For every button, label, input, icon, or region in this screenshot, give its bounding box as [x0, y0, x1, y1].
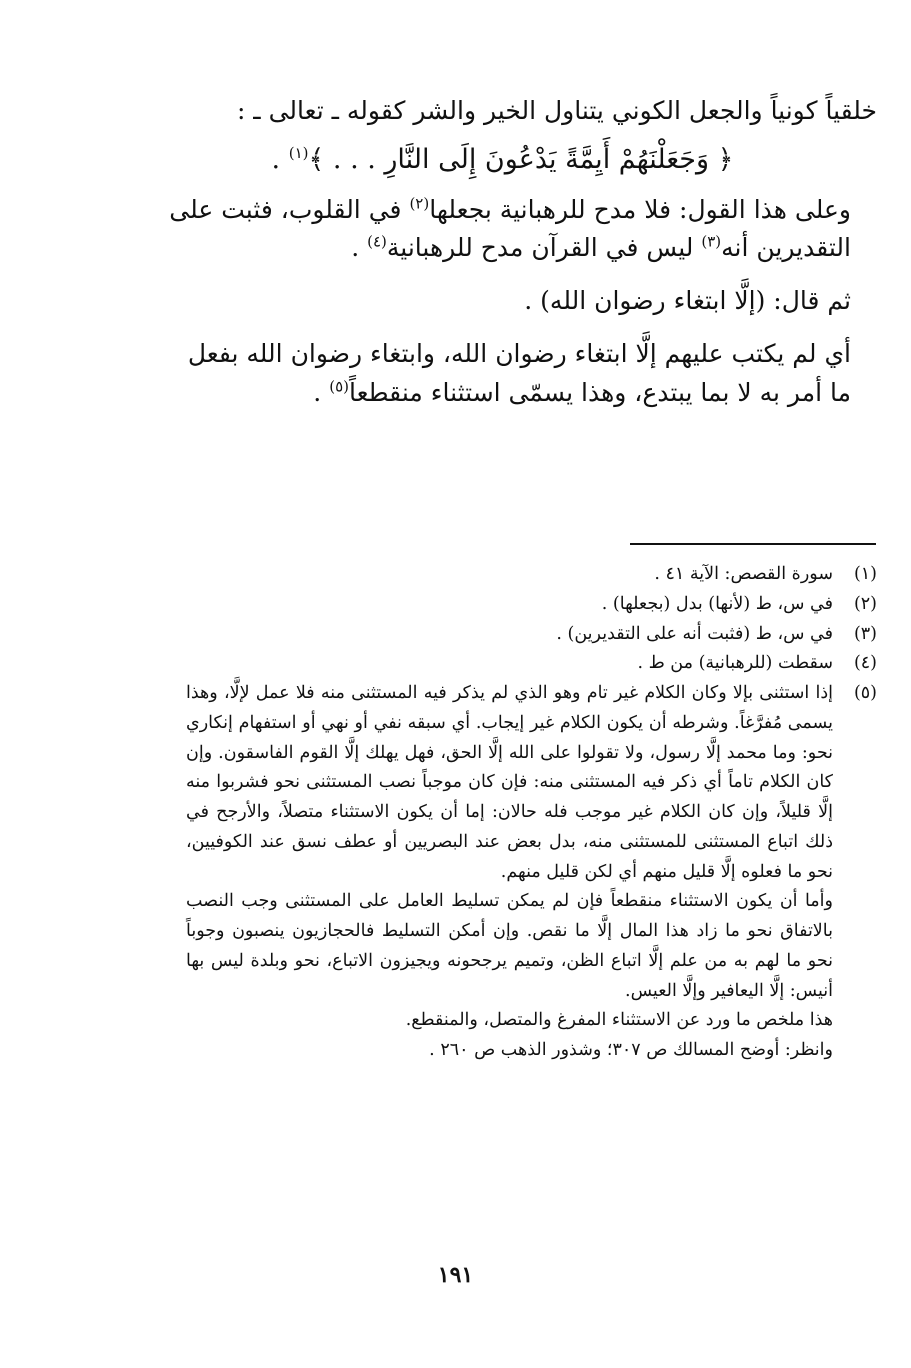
footnotes	[186, 560, 877, 1066]
paragraph-2-part-c: ليس في القرآن مدح للرهبانية	[386, 233, 702, 263]
footnote-5-paragraph-2: وأما أن يكون الاستثناء منقطعاً فإن لم يمكن تسليط العامل على المستثنى وجب النصب بالاتفاق نحو ما زاد هذا المال إلَّا ما نقص. وإن أمكن التسليط فالحجازيون ينصبون وجوباً نحو ما لهم به من علم إلَّا اتباع الظن، وتميم يرجحونه ويجيزون الاتباع، نحو وبلدة ليس بها أنيس: إلَّا اليعافير وإلَّا العيس.	[186, 891, 833, 1001]
footnote-text: سقطت (للرهبانية) من ط .	[637, 653, 833, 674]
footnote-text: في س، ط (لأنها) بدل (بجعلها) .	[601, 593, 833, 614]
footnote-ref-1: (١)	[288, 143, 309, 162]
paragraph-4-part-a: أي لم يكتب عليهم إلَّا ابتغاء رضوان الله، وابتغاء رضوان الله بفعل ما أمر به لا بما يبتدع، وهذا يسمّى استثناء منقطعاً	[187, 338, 851, 407]
footnote-number: (٢)	[853, 593, 877, 614]
footnote-number: (١)	[853, 564, 877, 584]
footnote-text: في س، ط (فثبت أنه على التقديرين) .	[556, 623, 833, 644]
footnote-5-paragraph-1: إذا استثنى بإلا وكان الكلام غير تام وهو الذي لم يذكر فيه المستثنى منه فلا عمل لإلَّا، وهذا يسمى مُفرَّغاً. وشرطه أن يكون الكلام غير إيجاب. أي سبقه نفي أو نهي أو استفهام إنكاري نحو: وما محمد إلَّا رسول، ولا تقولوا على الله إلَّا الحق، فهل يهلك إلَّا القوم الفاسقون. وإن كان الكلام تاماً أي ذكر فيه المستثنى منه: فإن كان موجباً نصب المستثنى نحو فشربوا منه إلَّا قليلاً، وإن كان الكلام غير موجب فله حالان: إما أن يكون الاستثناء متصلاً، والأرجح في ذلك اتباع المستثنى للمستثنى منه، بدل بعض عند البصريين أو عطف نسق عند الكوفيين، نحو ما فعلوه إلَّا قليل منهم أي لكن قليل منهم.	[186, 683, 833, 882]
page-number: ١٩١	[437, 1262, 474, 1288]
footnote-5-paragraph-4: وانظر: أوضح المسالك ص ٣٠٧؛ وشذور الذهب ص ٢٦٠ .	[429, 1040, 833, 1060]
quran-verse-text: ﴿ وَجَعَلْنَهُمْ أَيِمَّةً يَدْعُونَ إِلَى النَّارِ . . . ﴾	[308, 143, 734, 175]
footnote-separator	[630, 543, 876, 545]
footnote-5-paragraph-3: هذا ملخص ما ورد عن الاستثناء المفرغ والمتصل، والمنقطع.	[405, 1010, 833, 1031]
footnote-number: (٣)	[853, 623, 877, 644]
footnote-2	[186, 590, 877, 620]
footnote-4	[186, 649, 877, 679]
footnote-ref-3: (٣)	[701, 233, 722, 252]
paragraph-4	[168, 335, 877, 413]
footnote-text	[186, 679, 833, 1066]
footnote-5	[186, 679, 877, 1066]
main-text	[168, 92, 877, 412]
footnote-ref-5: (٥)	[329, 377, 349, 396]
paragraph-2-part-d: .	[351, 233, 368, 263]
footnote-text: سورة القصص: الآية ٤١ .	[654, 564, 833, 584]
footnote-number: (٥)	[853, 683, 877, 703]
footnote-ref-4: (٤)	[367, 233, 387, 252]
paragraph-3: ثم قال: (إلَّا ابتغاء رضوان الله) .	[524, 286, 851, 316]
footnote-number: (٤)	[853, 653, 877, 674]
paragraph-2-part-b: في القلوب، فثبت على التقديرين أنه	[169, 194, 851, 263]
paragraph-2	[168, 191, 877, 269]
footnote-3	[186, 620, 877, 650]
footnote-ref-2: (٢)	[409, 194, 430, 213]
quran-verse: ﴿ وَجَعَلْنَهُمْ أَيِمَّةً يَدْعُونَ إِلَى النَّارِ . . . ﴾$^{(١)}$ .	[271, 143, 734, 175]
footnote-1	[186, 560, 877, 590]
paragraph-4-part-b: .	[313, 377, 330, 407]
paragraph-1: خلقياً كونياً والجعل الكوني يتناول الخير والشر كقوله ـ تعالى ـ :	[236, 96, 877, 125]
paragraph-2-part-a: وعلى هذا القول: فلا مدح للرهبانية بجعلها	[429, 194, 851, 224]
